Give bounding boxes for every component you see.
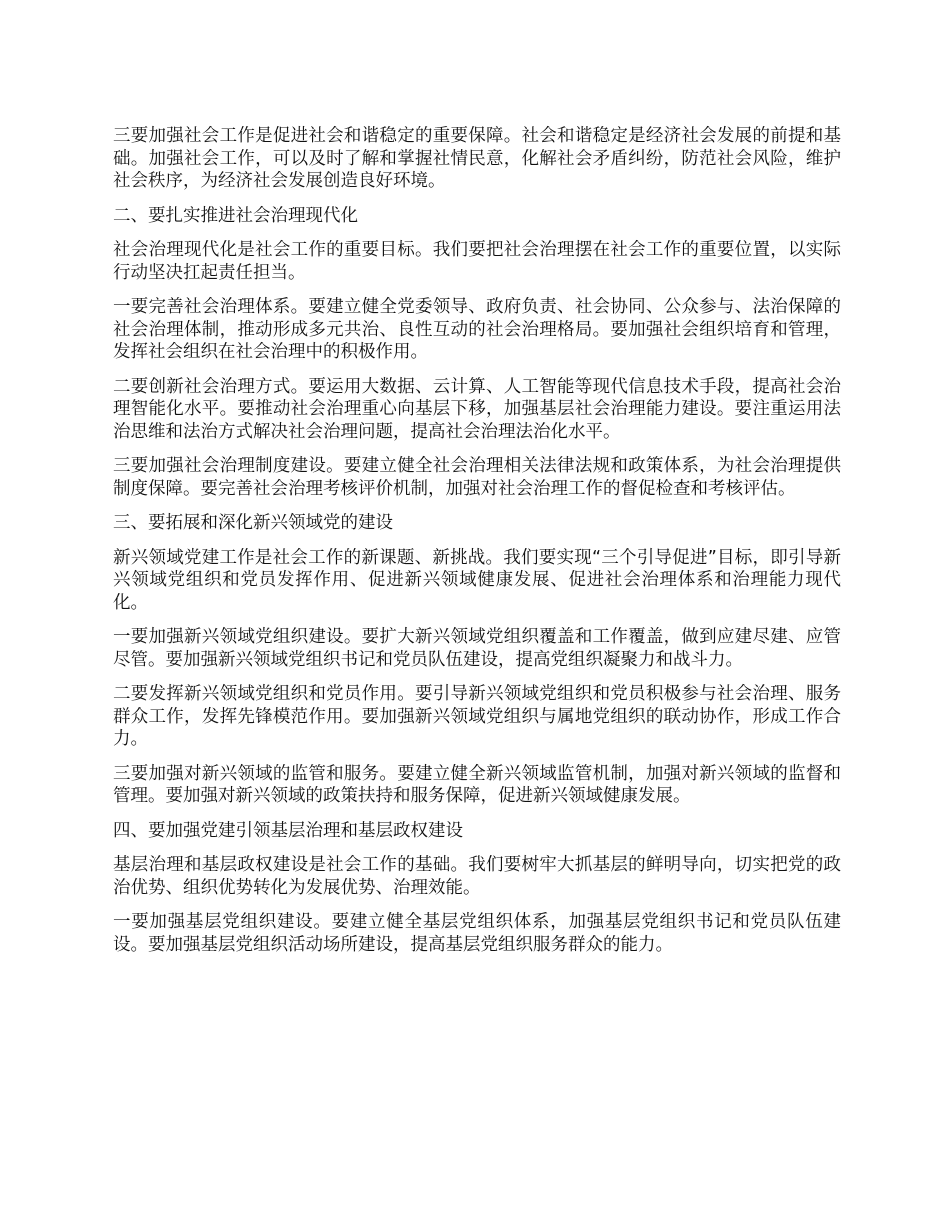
- paragraph-emerging-fields-goal: 新兴领域党建工作是社会工作的新课题、新挑战。我们要实现“三个引导促进”目标，即引导新兴领域党组织和党员发挥作用、促进新兴领域健康发展、促进社会治理体系和治理能力现代化。: [113, 547, 841, 613]
- paragraph-emerging-fields-organization: 一要加强新兴领域党组织建设。要扩大新兴领域党组织覆盖和工作覆盖，做到应建尽建、应管尽管。要加强新兴领域党组织书记和党员队伍建设，提高党组织凝聚力和战斗力。: [113, 627, 841, 670]
- paragraph-governance-system: 一要完善社会治理体系。要建立健全党委领导、政府负责、社会协同、公众参与、法治保障的社会治理体制，推动形成多元共治、良性互动的社会治理格局。要加强社会组织培育和管理，发挥社会组织在社会治理中的积极作用。: [113, 297, 841, 362]
- paragraph-social-work-stability: 三要加强社会工作是促进社会和谐稳定的重要保障。社会和谐稳定是经济社会发展的前提和基础。加强社会工作，可以及时了解和掌握社情民意，化解社会矛盾纠纷，防范社会风险，维护社会秩序，为经济社会发展创造良好环境。: [113, 126, 841, 191]
- section-heading-emerging-fields: 三、要拓展和深化新兴领域党的建设: [113, 513, 393, 533]
- section-heading-governance-modernization: 二、要扎实推进社会治理现代化: [113, 205, 358, 226]
- document-body: [113, 125, 841, 968]
- paragraph-governance-methods: 二要创新社会治理方式。要运用大数据、云计算、人工智能等现代信息技术手段，提高社会治理智能化水平。要推动社会治理重心向基层下移，加强基层社会治理能力建设。要注重运用法治思维和法治方式解决社会治理问题，提高社会治理法治化水平。: [113, 376, 841, 442]
- paragraph-emerging-fields-role: 二要发挥新兴领域党组织和党员作用。要引导新兴领域党组织和党员积极参与社会治理、服务群众工作，发挥先锋模范作用。要加强新兴领域党组织与属地党组织的联动协作，形成工作合力。: [113, 684, 841, 749]
- paragraph-emerging-fields-supervision: 三要加强对新兴领域的监管和服务。要建立健全新兴领域监管机制，加强对新兴领域的监督和管理。要加强对新兴领域的政策扶持和服务保障，促进新兴领域健康发展。: [113, 763, 841, 806]
- paragraph-grassroots-organization: 一要加强基层党组织建设。要建立健全基层党组织体系，加强基层党组织书记和党员队伍建设。要加强基层党组织活动场所建设，提高基层党组织服务群众的能力。: [113, 912, 841, 955]
- paragraph-governance-institutions: 三要加强社会治理制度建设。要建立健全社会治理相关法律法规和政策体系，为社会治理提供制度保障。要完善社会治理考核评价机制，加强对社会治理工作的督促检查和考核评估。: [113, 456, 841, 499]
- paragraph-governance-goal: 社会治理现代化是社会工作的重要目标。我们要把社会治理摆在社会工作的重要位置，以实际行动坚决扛起责任担当。: [113, 240, 841, 283]
- paragraph-grassroots-foundation: 基层治理和基层政权建设是社会工作的基础。我们要树牢大抓基层的鲜明导向，切实把党的政治优势、组织优势转化为发展优势、治理效能。: [113, 855, 841, 898]
- section-heading-grassroots-governance: 四、要加强党建引领基层治理和基层政权建设: [113, 820, 463, 841]
